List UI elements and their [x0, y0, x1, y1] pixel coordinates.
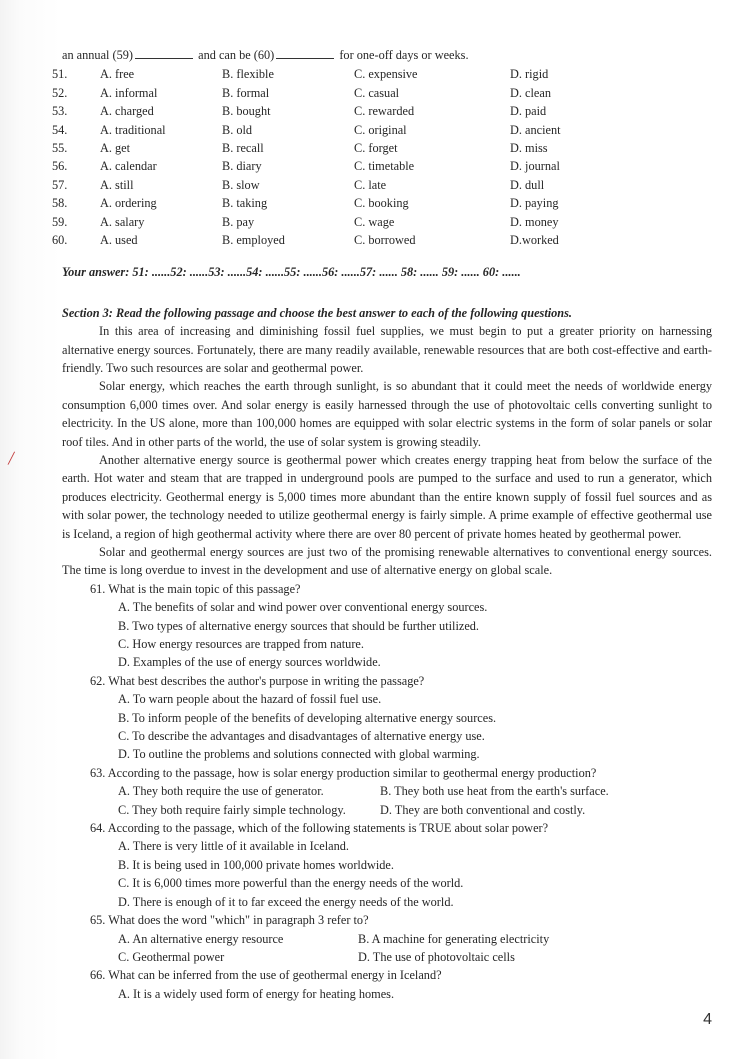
question-62-option-d: D. To outline the problems and solutions connected with global warming. — [118, 747, 480, 762]
margin-handwriting-mark: ╱ — [8, 453, 15, 465]
cloze-option-row — [52, 231, 712, 249]
document-content — [52, 46, 712, 1003]
option-c: C. late — [354, 177, 387, 192]
cloze-option-row — [52, 213, 712, 231]
option-a: A. charged — [100, 104, 154, 119]
question-63: 63. According to the passage, how is solar energy production similar to geothermal energy production? — [90, 765, 597, 780]
question-64-option-d: D. There is enough of it to far exceed the energy needs of the world. — [118, 894, 454, 909]
option-b: B. bought — [222, 104, 271, 119]
option-d: D. paid — [510, 104, 547, 119]
question-66: 66. What can be inferred from the use of geothermal energy in Iceland? — [90, 968, 442, 983]
option-b: B. slow — [222, 177, 260, 192]
cloze-option-row — [52, 65, 712, 83]
question-62-option-c: C. To describe the advantages and disadvantages of alternative energy use. — [118, 729, 485, 744]
question-64-option-c: C. It is 6,000 times more powerful than the energy needs of the world. — [118, 876, 464, 891]
cloze-option-row — [52, 194, 712, 212]
option-b: B. formal — [222, 85, 270, 100]
section-title: Section 3: Read the following passage and choose the best answer to each of the following questions. — [62, 305, 573, 320]
option-b: B. pay — [222, 214, 255, 229]
question-63-option-a: A. They both require the use of generator. — [118, 784, 324, 799]
cloze-option-row — [52, 84, 712, 102]
question-62-option-a: A. To warn people about the hazard of fossil fuel use. — [118, 692, 382, 707]
option-b: B. old — [222, 122, 253, 137]
question-63-options-row-2 — [62, 801, 712, 819]
option-a: A. still — [100, 177, 134, 192]
option-d: D. dull — [510, 177, 545, 192]
cloze-continuation-line: an annual (59) and can be (60) for one-off days or weeks. — [62, 48, 469, 62]
question-64: 64. According to the passage, which of the following statements is TRUE about solar power? — [90, 821, 549, 836]
cloze-option-row — [52, 121, 712, 139]
option-c: C. wage — [354, 214, 395, 229]
question-64-option-b: B. It is being used in 100,000 private homes worldwide. — [118, 857, 394, 872]
option-c: C. rewarded — [354, 104, 415, 119]
item-number: 53. — [52, 104, 68, 119]
question-65-options-row-1 — [62, 930, 712, 948]
question-65: 65. What does the word "which" in paragraph 3 refer to? — [90, 913, 369, 928]
question-64-option-a: A. There is very little of it available in Iceland. — [118, 839, 349, 854]
option-b: B. diary — [222, 159, 262, 174]
option-d: D. clean — [510, 85, 551, 100]
option-d: D. journal — [510, 159, 560, 174]
option-a: A. traditional — [100, 122, 166, 137]
option-d: D. ancient — [510, 122, 561, 137]
option-c: C. expensive — [354, 67, 418, 82]
item-number: 55. — [52, 140, 68, 155]
item-number: 51. — [52, 67, 68, 82]
option-b: B. recall — [222, 140, 264, 155]
cloze-options-table — [52, 65, 712, 249]
option-b: B. taking — [222, 196, 268, 211]
option-b: B. employed — [222, 232, 285, 247]
option-a: A. used — [100, 232, 138, 247]
question-61-option-c: C. How energy resources are trapped from nature. — [118, 637, 364, 652]
question-61-option-b: B. Two types of alternative energy sources that should be further utilized. — [118, 618, 480, 633]
question-65-option-c: C. Geothermal power — [118, 949, 225, 964]
option-c: C. forget — [354, 140, 398, 155]
item-number: 54. — [52, 122, 68, 137]
cloze-option-row — [52, 157, 712, 175]
option-d: D.worked — [510, 232, 559, 247]
question-61-option-a: A. The benefits of solar and wind power over conventional energy sources. — [118, 600, 488, 615]
option-d: D. paying — [510, 196, 559, 211]
question-63-option-b: B. They both use heat from the earth's surface. — [380, 784, 609, 799]
cloze-option-row — [52, 102, 712, 120]
item-number: 60. — [52, 232, 68, 247]
cloze-option-row — [52, 139, 712, 157]
item-number: 59. — [52, 214, 68, 229]
passage-paragraph-1: In this area of increasing and diminishing fossil fuel supplies, we must begin to put a greater priority on harnessing alternative energy sources. Fortunately, there are many readily available, renewable resources that are both cost-effective and earth-friendly. Two such resources are solar and geothermal power. — [62, 324, 712, 375]
option-a: A. salary — [100, 214, 145, 229]
question-61-option-d: D. Examples of the use of energy sources worldwide. — [118, 655, 381, 670]
question-66-option-a: A. It is a widely used form of energy for heating homes. — [118, 986, 395, 1001]
item-number: 57. — [52, 177, 68, 192]
option-b: B. flexible — [222, 67, 274, 82]
passage-paragraph-4: Solar and geothermal energy sources are just two of the promising renewable alternatives to conventional energy sources. The time is long overdue to invest in the development and use of alternative energy on global scale. — [62, 545, 712, 578]
option-c: C. timetable — [354, 159, 415, 174]
option-d: D. miss — [510, 140, 548, 155]
passage-paragraph-3: Another alternative energy source is geothermal power which creates energy trapping heat from below the surface of the earth. Hot water and steam that are trapped in underground pools are pumped to the surface and used to run a generator, which produces electricity. Geothermal energy is 5,000 times more abundant than the entire known supply of fossil fuel sources and as with solar power, the technology needed to utilize geothermal energy is fairly simple. A prime example of effective geothermal use is Iceland, a region of high geothermal activity where there are over 80 percent of private homes heated by geothermal power. — [62, 452, 712, 541]
question-63-option-d: D. They are both conventional and costly. — [380, 802, 586, 817]
option-c: C. casual — [354, 85, 400, 100]
option-a: A. informal — [100, 85, 158, 100]
item-number: 52. — [52, 85, 68, 100]
option-a: A. ordering — [100, 196, 157, 211]
cloze-option-row — [52, 176, 712, 194]
passage-paragraph-2: Solar energy, which reaches the earth through sunlight, is so abundant that it could meet the needs of worldwide energy consumption 6,000 times over. And solar energy is easily harnessed through the use of photovoltaic cells converting sunlight to electricity. In the US alone, more than 100,000 homes are equipped with solar electric systems in the form of solar panels or solar roof tiles. And in other parts of the world, the use of solar system is growing steadily. — [62, 379, 712, 449]
option-c: C. original — [354, 122, 407, 137]
question-65-option-d: D. The use of photovoltaic cells — [358, 949, 515, 964]
option-a: A. get — [100, 140, 131, 155]
item-number: 56. — [52, 159, 68, 174]
question-65-option-a: A. An alternative energy resource — [118, 931, 284, 946]
option-c: C. booking — [354, 196, 409, 211]
question-65-options-row-2 — [62, 948, 712, 966]
option-a: A. calendar — [100, 159, 157, 174]
question-63-options-row-1 — [62, 782, 712, 800]
question-65-option-b: B. A machine for generating electricity — [358, 931, 550, 946]
item-number: 58. — [52, 196, 68, 211]
option-a: A. free — [100, 67, 135, 82]
question-62-option-b: B. To inform people of the benefits of developing alternative energy sources. — [118, 710, 497, 725]
option-d: D. money — [510, 214, 559, 229]
answer-line: Your answer: 51: ......52: ......53: ......54: ......55: ......56: ......57: ...... 58: ...... 59: ...... 60: ...... — [62, 265, 521, 280]
question-62: 62. What best describes the author's purpose in writing the passage? — [90, 673, 425, 688]
question-63-option-c: C. They both require fairly simple technology. — [118, 802, 346, 817]
option-d: D. rigid — [510, 67, 549, 82]
option-c: C. borrowed — [354, 232, 416, 247]
page-number: 4 — [703, 1011, 712, 1028]
question-61: 61. What is the main topic of this passage? — [90, 581, 301, 596]
